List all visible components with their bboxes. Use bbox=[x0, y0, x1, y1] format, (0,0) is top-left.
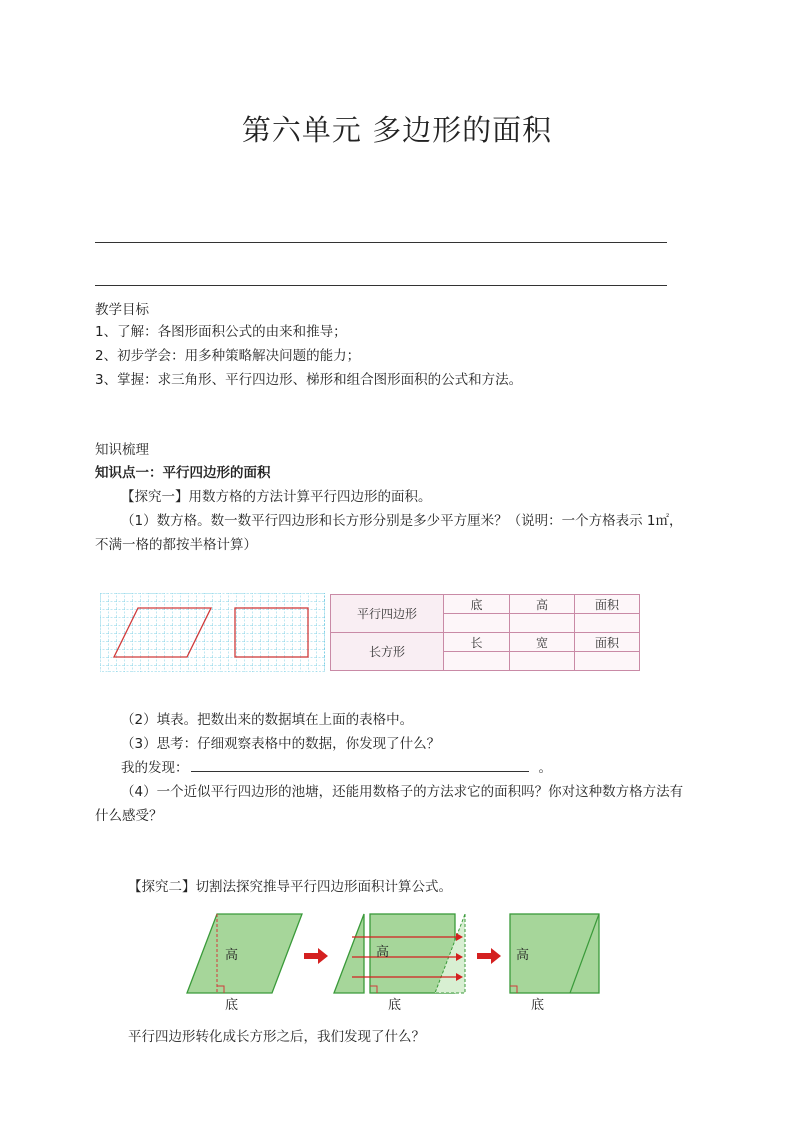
finding-line bbox=[121, 757, 552, 779]
height-label-3: 高 bbox=[516, 948, 530, 963]
grid-figure bbox=[100, 593, 325, 672]
height-label: 高 bbox=[225, 948, 239, 963]
table-header-base: 底 bbox=[444, 595, 510, 614]
step-3: （3）思考：仔细观察表格中的数据，你发现了什么？ bbox=[121, 736, 441, 752]
table-row-label-parallelogram: 平行四边形 bbox=[331, 595, 444, 633]
finding-label: 我的发现： bbox=[121, 760, 189, 776]
table-cell-height[interactable] bbox=[510, 614, 575, 633]
base-label-3: 底 bbox=[531, 998, 545, 1013]
table-cell-length[interactable] bbox=[444, 652, 510, 671]
explore-2-bracket: 【探究二】 bbox=[128, 879, 196, 895]
table-cell-area-2[interactable] bbox=[575, 652, 640, 671]
square-grid bbox=[100, 593, 325, 672]
step-4-line-1: （4）一个近似平行四边形的池塘，还能用数格子的方法求它的面积吗？你对这种数方格方法有 bbox=[121, 784, 684, 800]
objective-item-2: 2、初步学会：用多种策略解决问题的能力； bbox=[95, 348, 361, 364]
step-4-line-2: 什么感受？ bbox=[95, 808, 163, 824]
table-header-area-2: 面积 bbox=[575, 633, 640, 652]
page-title: 第六单元 多边形的面积 bbox=[241, 113, 553, 147]
cut-triangle bbox=[334, 914, 364, 993]
explore-1-line bbox=[121, 486, 432, 508]
table-cell-area[interactable] bbox=[575, 614, 640, 633]
area-table bbox=[330, 594, 640, 671]
finding-answer-blank[interactable] bbox=[191, 757, 529, 772]
objective-item-1: 1、了解：各图形面积公式的由来和推导； bbox=[95, 324, 347, 340]
table-row-label-rectangle: 长方形 bbox=[331, 633, 444, 671]
header-rule-2 bbox=[95, 285, 667, 286]
header-rule-1 bbox=[95, 242, 667, 243]
cut-paste-diagram bbox=[180, 907, 610, 1017]
table-header-area: 面积 bbox=[575, 595, 640, 614]
finding-end: 。 bbox=[538, 760, 552, 776]
transform-arrow-1 bbox=[304, 948, 328, 964]
explore-2-line bbox=[128, 876, 452, 898]
step-1-line-2: 不满一格的都按半格计算） bbox=[95, 537, 257, 553]
objectives-heading: 教学目标 bbox=[95, 302, 149, 318]
explore-1-bracket: 【探究一】 bbox=[121, 489, 189, 505]
step-2: （2）填表。把数出来的数据填在上面的表格中。 bbox=[121, 712, 414, 728]
knowledge-heading: 知识梳理 bbox=[95, 442, 149, 458]
explore-2-question: 平行四边形转化成长方形之后，我们发现了什么？ bbox=[128, 1029, 425, 1045]
base-label-2: 底 bbox=[388, 998, 402, 1013]
step-1-line-1: （1）数方格。数一数平行四边形和长方形分别是多少平方厘米？（说明：一个方格表示 1㎡， bbox=[121, 513, 683, 529]
transform-arrow-2 bbox=[477, 948, 501, 964]
table-header-length: 长 bbox=[444, 633, 510, 652]
base-label: 底 bbox=[225, 998, 239, 1013]
parallelogram-shape bbox=[187, 914, 302, 993]
objective-item-3: 3、掌握：求三角形、平行四边形、梯形和组合图形面积的公式和方法。 bbox=[95, 372, 523, 388]
table-header-height: 高 bbox=[510, 595, 575, 614]
knowledge-point-1-title: 知识点一：平行四边形的面积 bbox=[95, 465, 271, 481]
height-label-2: 高 bbox=[376, 945, 390, 960]
explore-1-text: 用数方格的方法计算平行四边形的面积。 bbox=[188, 489, 432, 505]
table-header-width: 宽 bbox=[510, 633, 575, 652]
table-cell-width[interactable] bbox=[510, 652, 575, 671]
explore-2-text: 切割法探究推导平行四边形面积计算公式。 bbox=[195, 879, 452, 895]
table-cell-base[interactable] bbox=[444, 614, 510, 633]
